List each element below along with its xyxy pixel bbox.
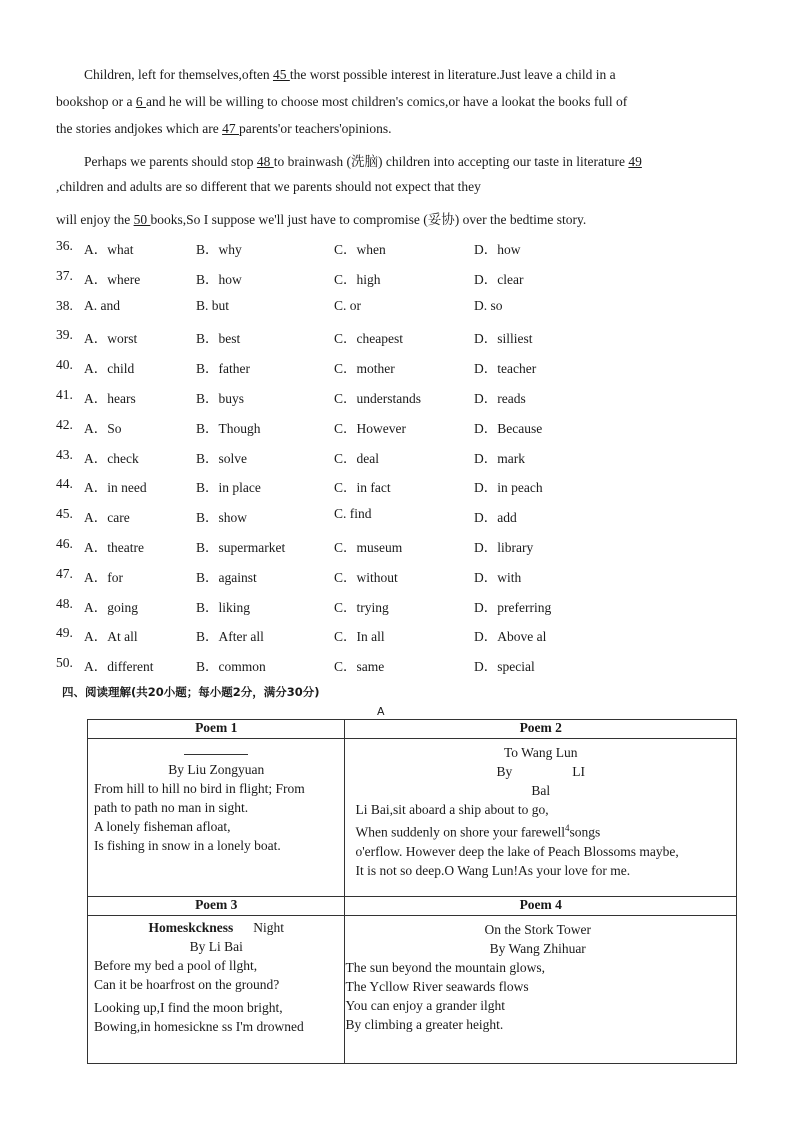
option-b: B．common (196, 659, 266, 675)
option-c: C. or (334, 297, 361, 313)
option-b: B．solve (196, 450, 248, 466)
poem-4-title: On the Stork Tower (484, 922, 591, 937)
question-number: 42. (56, 416, 73, 432)
poem-2-author-cont: Bal (531, 783, 551, 798)
poem-line: o'erflow. However deep the lake of Peach Blossoms maybe, (355, 843, 679, 859)
option-d: D．Because (474, 420, 543, 436)
poem-line: By climbing a greater height. (345, 1017, 504, 1032)
poem-line: The sun beyond the mountain glows, (345, 960, 545, 975)
question-row (56, 387, 706, 407)
option-b: B．liking (196, 599, 251, 615)
text: songs (569, 824, 601, 840)
passage-line-2 (56, 94, 627, 110)
poem-line: Is fishing in snow in a lonely boat. (94, 838, 281, 853)
option-b: B．Though (196, 420, 261, 436)
poem-3-author: By Li Bai (189, 939, 243, 954)
blank-47: 47 (222, 121, 239, 136)
poem-line: Before my bed a pool of llght, (94, 958, 258, 973)
footnote-mark: 4 (565, 823, 570, 833)
option-d: D．with (474, 569, 522, 585)
question-row (56, 655, 706, 675)
option-d: D．clear (474, 271, 524, 287)
poem-line: A lonely fisheman afloat, (94, 819, 231, 834)
option-d: D．reads (474, 391, 526, 406)
passage-line-4 (84, 150, 642, 170)
question-number: 47. (56, 565, 73, 581)
text: Night (253, 920, 284, 935)
option-c: C．trying (334, 599, 389, 615)
option-a: A．check (84, 450, 139, 466)
option-a: A．At all (84, 629, 138, 645)
question-number: 39. (56, 327, 73, 343)
poem-2-author (351, 762, 730, 781)
poem-3-header: Poem 3 (88, 897, 345, 916)
option-c: C．when (334, 242, 386, 257)
poem-1-title-blank (94, 741, 338, 760)
text: When suddenly on shore your farewell (355, 824, 566, 840)
passage-line-1 (84, 67, 616, 83)
passage-label: A (377, 705, 385, 718)
poem-line: Li Bai,sit aboard a ship about to go, (355, 802, 549, 817)
option-b: B．show (196, 510, 248, 526)
text: will enjoy the (56, 212, 134, 227)
option-b: B．why (196, 242, 242, 257)
text: parents'or teachers'opinions. (238, 121, 392, 136)
poem-2-header: Poem 2 (345, 720, 737, 739)
passage-line-3 (56, 121, 392, 137)
blank-48: 48 (256, 154, 274, 169)
option-c: C. find (334, 506, 372, 522)
option-d: D．library (474, 540, 534, 555)
option-b: B．After all (196, 629, 264, 645)
text: books,So I suppose we'll just have to compromise (妥协) over the bedtime story. (150, 212, 587, 227)
option-a: A．different (84, 659, 154, 675)
option-a: A．what (84, 242, 134, 257)
poem-line: From hill to hill no bird in flight; From (94, 781, 305, 796)
question-number: 46. (56, 536, 73, 551)
option-a: A．child (84, 361, 135, 377)
poem-line: Bowing,in homesickne ss I'm drowned (94, 1019, 304, 1034)
option-d: D．how (474, 242, 521, 257)
option-d: D．add (474, 510, 517, 526)
poem-line (351, 819, 730, 842)
option-a: A．care (84, 510, 130, 526)
option-a: A．hears (84, 391, 136, 406)
question-row (56, 298, 706, 318)
question-number: 44. (56, 476, 73, 492)
text: Children, left for themselves,often (84, 67, 273, 82)
option-b: B．father (196, 361, 250, 377)
blank-45: 45 (272, 67, 290, 82)
author-name: LI (572, 764, 585, 779)
question-row (56, 417, 706, 437)
poem-1-cell (88, 739, 345, 897)
option-b: B．buys (196, 391, 245, 406)
question-row (56, 625, 706, 645)
question-row (56, 506, 706, 526)
question-row (56, 357, 706, 377)
poem-4-cell (345, 916, 737, 1064)
poem-line: Looking up,I find the moon bright, (94, 1000, 283, 1015)
option-d: D．silliest (474, 331, 533, 347)
option-b: B. but (196, 297, 230, 313)
option-c: C．museum (334, 540, 403, 555)
blank-50: 50 (133, 212, 151, 227)
question-number: 38. (56, 297, 73, 313)
poem-line: It is not so deep.O Wang Lun!As your love for me. (355, 862, 631, 878)
option-b: B．supermarket (196, 540, 286, 555)
question-number: 48. (56, 595, 73, 611)
question-number: 40. (56, 357, 73, 373)
option-c: C．In all (334, 629, 385, 645)
blank-49: 49 (628, 154, 642, 169)
blank-line (184, 742, 248, 755)
option-b: B．in place (196, 480, 261, 496)
option-a: A．worst (84, 331, 138, 347)
option-c: C．mother (334, 361, 395, 377)
question-row (56, 447, 706, 467)
text: Perhaps we parents should stop (84, 154, 257, 169)
text: the stories andjokes which are (56, 121, 223, 136)
question-row (56, 476, 706, 496)
option-d: D．in peach (474, 480, 543, 496)
question-number: 43. (56, 446, 73, 462)
option-b: B．against (196, 569, 257, 585)
option-a: A．going (84, 599, 138, 615)
by-label: By (496, 764, 513, 779)
poem-1-author: By Liu Zongyuan (168, 762, 265, 777)
question-row (56, 327, 706, 347)
blank-46: 6 (135, 94, 146, 109)
option-a: A．theatre (84, 540, 144, 555)
question-number: 37. (56, 267, 73, 283)
question-number: 41. (56, 387, 73, 402)
option-c: C．deal (334, 450, 379, 466)
option-c: C．high (334, 271, 381, 287)
text: and he will be willing to choose most children's comics,or have a lookat the books full of (146, 94, 628, 109)
option-b: B．how (196, 271, 242, 287)
question-row (56, 238, 706, 258)
question-row (56, 596, 706, 616)
poem-2-cell (345, 739, 737, 897)
option-d: D. so (474, 297, 503, 313)
question-row (56, 536, 706, 556)
poem-4-author: By Wang Zhihuar (489, 941, 586, 956)
option-c: C．without (334, 569, 398, 585)
option-b: B．best (196, 331, 241, 347)
option-a: A．for (84, 569, 123, 585)
poem-2-title: To Wang Lun (504, 745, 578, 760)
text: to brainwash (洗脑) children into accepting our taste in literature (273, 154, 629, 169)
poem-line: Can it be hoarfrost on the ground? (94, 977, 280, 992)
poems-table (87, 719, 737, 1064)
poem-line: The Ycllow River seawards flows (345, 979, 529, 994)
text: the worst possible interest in literature.Just leave a child in a (289, 67, 616, 82)
option-c: C．understands (334, 391, 421, 406)
passage-line-6 (56, 208, 586, 228)
option-c: C．in fact (334, 480, 391, 496)
passage-line-5: ,children and adults are so different that we parents should not expect that they (56, 179, 481, 194)
section-title: 四、阅读理解(共20小题；每小题2分，满分30分) (62, 685, 320, 699)
option-d: D．mark (474, 450, 525, 466)
option-d: D．preferring (474, 599, 552, 615)
poem-line: You can enjoy a grander ilght (345, 998, 505, 1013)
question-number: 49. (56, 625, 73, 641)
option-a: A．So (84, 420, 122, 436)
option-a: A．in need (84, 480, 147, 496)
poem-3-title (94, 918, 338, 937)
question-number: 50. (56, 655, 73, 671)
option-a: A．where (84, 271, 141, 287)
poem-line: path to path no man in sight. (94, 800, 249, 815)
text: bookshop or a (56, 94, 136, 109)
question-number: 36. (56, 238, 73, 253)
option-d: D．special (474, 659, 535, 675)
poem-4-header: Poem 4 (345, 897, 737, 916)
poem-1-header: Poem 1 (88, 720, 345, 739)
question-row (56, 268, 706, 288)
option-a: A. and (84, 297, 120, 313)
option-c: C．However (334, 420, 406, 436)
option-d: D．teacher (474, 361, 537, 377)
option-c: C．same (334, 659, 385, 675)
option-c: C．cheapest (334, 331, 403, 347)
option-d: D．Above al (474, 629, 547, 645)
question-number: 45. (56, 506, 73, 522)
question-row (56, 566, 706, 586)
text: Homeskckness (148, 920, 234, 935)
poem-3-cell (88, 916, 345, 1064)
